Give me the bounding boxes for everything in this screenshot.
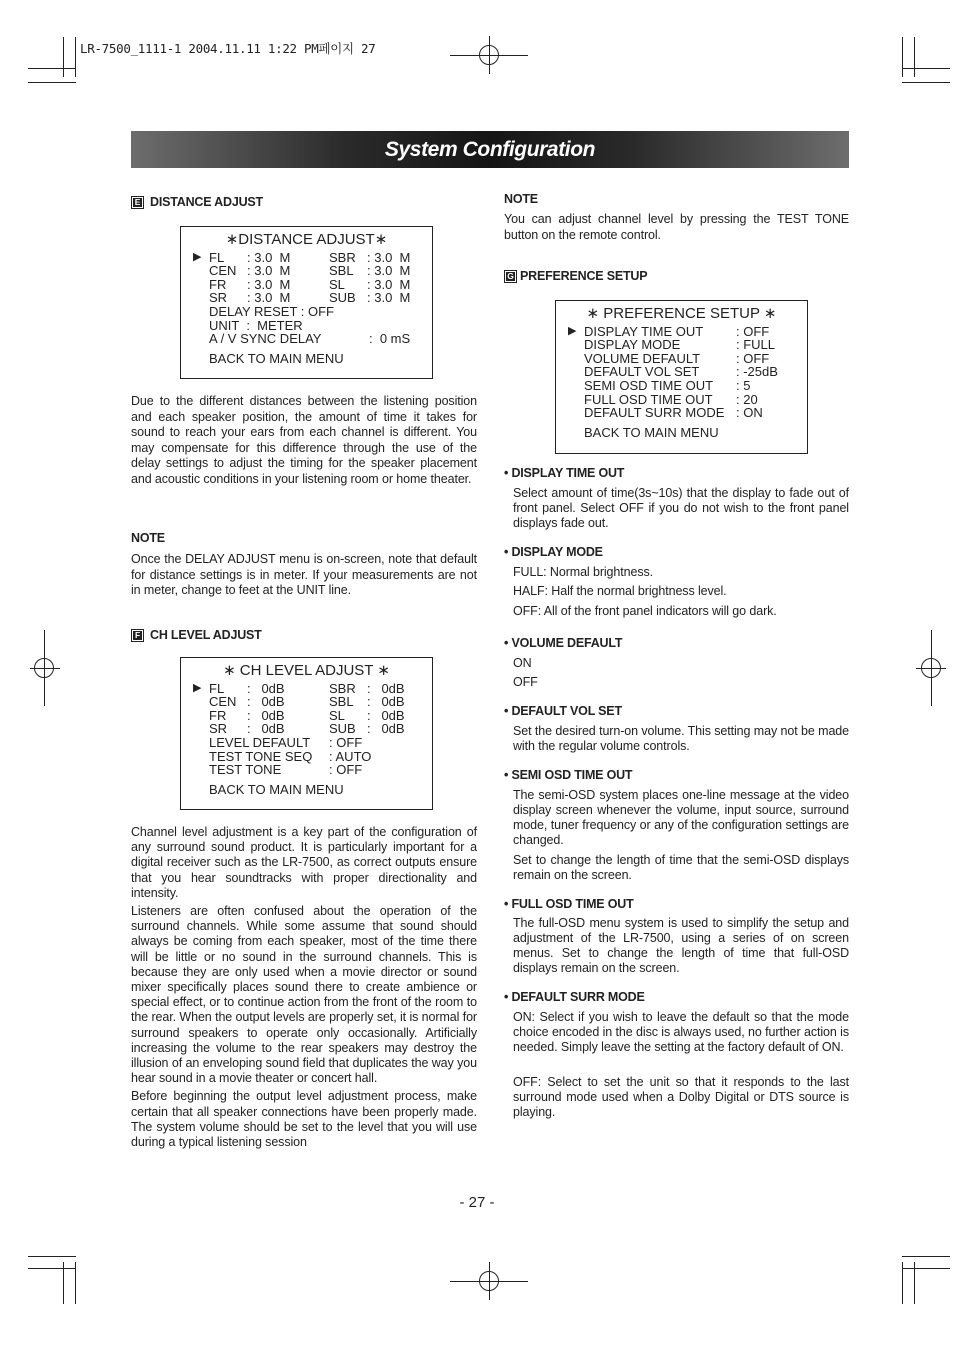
menu-row [181,332,432,346]
menu-label: FL [209,249,225,265]
paragraph: Channel level adjustment is a key part of the configuration of any surround sound product. It is particularly important for a digital receiver such as the LR-7500, as correct outputs ensure that you hear soundtracks with proper directionality and intensity. [131,825,477,900]
menu-label: SBR [329,680,356,696]
menu-row [181,750,432,764]
menu-value: : OFF [736,350,770,366]
menu-label: TEST TONE [209,762,282,778]
section-title: CH LEVEL ADJUST [150,628,262,642]
display-mode-half: HALF: Half the normal brightness level. [513,584,727,598]
display-time-out-text: Select amount of time(3s~10s) that the display to fade out of front panel. Select OFF if you do not wish to the front panel displays fade out. [513,486,849,530]
print-slug: LR-7500_1111-1 2004.11.11 1:22 PM페이지 27 [80,41,376,56]
default-vol-set-text: Set the desired turn-on volume. This setting may not be made with the regular volume controls. [513,724,849,753]
default-surr-mode-heading: • DEFAULT SURR MODE [504,990,645,1004]
semi-osd-heading: • SEMI OSD TIME OUT [504,768,633,782]
menu-value: : OFF [329,762,363,778]
default-surr-off-text: OFF: Select to set the unit so that it responds to the last surround mode used when a Dolby Digital or DTS source is playing. [513,1075,849,1119]
section-letter-e: E [131,196,144,209]
menu-value: : OFF [329,734,363,750]
menu-value: : 0dB [367,694,405,710]
menu-label: CEN [209,263,237,279]
preference-setup-heading [504,269,647,283]
menu-value: : 0dB [247,680,285,696]
delay-reset-item: DELAY RESET : OFF [209,303,334,319]
menu-title: ∗ PREFERENCE SETUP ∗ [586,305,777,322]
menu-value: : 3.0 M [367,249,411,265]
menu-value: : OFF [736,323,770,339]
default-vol-set-heading: • DEFAULT VOL SET [504,704,622,718]
left-column [131,190,477,209]
menu-value: : 3.0 M [367,290,411,306]
menu-value: : 0dB [247,707,285,723]
full-osd-heading: • FULL OSD TIME OUT [504,897,634,911]
note-heading: NOTE [504,192,538,206]
title-bar [131,131,849,168]
display-time-out-heading: • DISPLAY TIME OUT [504,466,625,480]
menu-label: LEVEL DEFAULT [209,734,311,750]
back-to-main-menu: BACK TO MAIN MENU [209,781,344,797]
selector-arrow-icon: ▶ [193,250,202,263]
menu-row [556,426,807,440]
menu-row [181,763,432,777]
menu-row [556,325,807,339]
menu-row [181,352,432,366]
menu-label: SL [329,276,345,292]
menu-value: : 0dB [367,680,405,696]
section-title: PREFERENCE SETUP [520,269,648,283]
av-sync-label: A / V SYNC DELAY [209,331,322,347]
menu-label: SR [209,721,228,737]
menu-title: ∗DISTANCE ADJUST∗ [225,231,388,248]
menu-label: CEN [209,694,237,710]
menu-label: SBL [329,694,354,710]
menu-label: SL [329,707,345,723]
menu-label: FULL OSD TIME OUT [584,391,713,407]
menu-label: DISPLAY TIME OUT [584,323,704,339]
menu-label: FR [209,276,227,292]
menu-row [181,291,432,305]
menu-value: : 3.0 M [247,263,291,279]
menu-row [181,278,432,292]
distance-note: Once the DELAY ADJUST menu is on-screen, note that default for distance settings is in meter. If your measurements are not in meter, change to feet at the UNIT line. [131,552,477,597]
back-to-main-menu: BACK TO MAIN MENU [209,350,344,366]
menu-value: : FULL [736,337,776,353]
display-mode-full: FULL: Normal brightness. [513,565,654,579]
menu-label: DEFAULT VOL SET [584,364,700,380]
menu-row [181,264,432,278]
semi-osd-text-2: Set to change the length of time that the semi-OSD displays remain on the screen. [513,853,849,882]
menu-row [556,393,807,407]
page-title: System Configuration [384,137,596,161]
menu-row [181,682,432,696]
menu-label: SR [209,290,228,306]
selector-arrow-icon: ▶ [568,324,577,337]
menu-label: DISPLAY MODE [584,337,681,353]
display-mode-heading: • DISPLAY MODE [504,545,603,559]
av-sync-value: : 0 mS [369,331,411,347]
menu-label: SEMI OSD TIME OUT [584,377,714,393]
menu-label: FL [209,680,225,696]
menu-value: : 3.0 M [247,249,291,265]
section-letter-f: F [131,629,144,642]
menu-row [556,338,807,352]
menu-label: TEST TONE SEQ [209,748,313,764]
menu-row [181,251,432,265]
menu-label: SBR [329,249,356,265]
menu-value: : 3.0 M [247,276,291,292]
page-number: - 27 - [459,1194,495,1211]
menu-row [181,305,432,319]
distance-adjust-heading [131,195,477,209]
volume-default-on: ON [513,656,532,670]
menu-label: SBL [329,263,354,279]
menu-value: : 0dB [367,707,405,723]
menu-row [556,379,807,393]
volume-default-heading: • VOLUME DEFAULT [504,636,623,650]
selector-arrow-icon: ▶ [193,681,202,694]
menu-row [181,695,432,709]
paragraph: Before beginning the output level adjustment process, make certain that all speaker connections have been properly made. The system volume should be set to the level that you will use during a typical listening session [131,1089,477,1150]
display-mode-off: OFF: All of the front panel indicators will go dark. [513,604,777,618]
menu-row [181,319,432,333]
preference-setup-menu [555,300,808,454]
test-tone-note: You can adjust channel level by pressing the TEST TONE button on the remote control. [504,212,849,242]
menu-value: : 5 [736,377,751,393]
ch-level-description [131,825,477,1150]
menu-row [181,736,432,750]
section-letter-g: G [504,270,517,283]
menu-label: SUB [329,721,356,737]
volume-default-off: OFF [513,675,538,689]
distance-adjust-menu [180,226,433,379]
back-to-main-menu: BACK TO MAIN MENU [584,424,719,440]
menu-title: ∗ CH LEVEL ADJUST ∗ [223,662,390,679]
note-heading: NOTE [131,531,165,545]
menu-row [181,783,432,797]
menu-value: : 3.0 M [367,276,411,292]
menu-value: : 0dB [367,721,405,737]
menu-value: : -25dB [736,364,778,380]
menu-value: : 0dB [247,721,285,737]
menu-row [556,352,807,366]
menu-value: : 20 [736,391,758,407]
menu-value: : 0dB [247,694,285,710]
menu-value: : 3.0 M [247,290,291,306]
menu-row [181,722,432,736]
ch-level-adjust-heading [131,628,262,642]
menu-label: VOLUME DEFAULT [584,350,701,366]
ch-level-adjust-menu [180,657,433,810]
paragraph: Listeners are often confused about the operation of the surround channels. While some assume that sound should always be coming from each speaker, most of the time there will be little or no sound in the surround channels. This is because they are only used when a movie director or sound mixer specifically places sound there to create ambience or special effect, or to continue action from the front of the room to the rear. When the output levels are properly set, it is normal for surround speakers to operate only occasionally. Artificially increasing the volume to the rear speakers may destroy the illusion of an enveloping sound field that duplicates the way you hear sound in a movie theater or concert hall. [131,904,477,1086]
section-title: DISTANCE ADJUST [150,195,263,209]
menu-row [556,365,807,379]
menu-value: : ON [736,405,763,421]
full-osd-text: The full-OSD menu system is used to simplify the setup and adjustment of the LR-7500, using a series of on screen menus. Set to change the length of time that full-OSD displays remain on the screen. [513,916,849,975]
menu-value: : 3.0 M [367,263,411,279]
semi-osd-text-1: The semi-OSD system places one-line message at the video display screen whenever the volume, input source, surround mode, tuner frequency or any of the configuration settings are changed. [513,788,849,847]
menu-row [181,709,432,723]
unit-item: UNIT : METER [209,317,303,333]
menu-label: DEFAULT SURR MODE [584,405,725,421]
default-surr-on-text: ON: Select if you wish to leave the default so that the mode choice encoded in the disc is always used, no further action is needed. Simply leave the setting at the factory default of ON. [513,1010,849,1054]
menu-value: : AUTO [329,748,372,764]
distance-description: Due to the different distances between the listening position and each speaker position, the amount of time it takes for sound to reach your ears from each channel is different. You may compensate for this difference through the use of the delay settings to adjust the timing for the speaker placement and acoustic conditions in your listening room or home theater. [131,394,477,486]
menu-label: SUB [329,290,356,306]
menu-label: FR [209,707,227,723]
menu-row [556,406,807,420]
